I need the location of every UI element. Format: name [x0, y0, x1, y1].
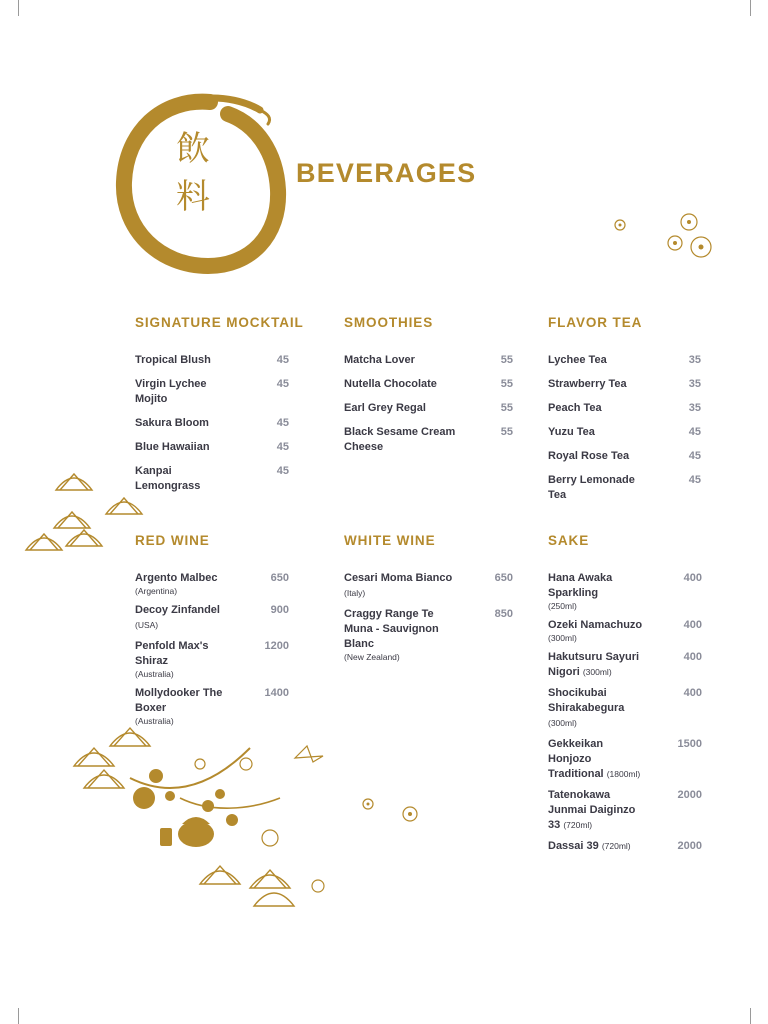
menu-item	[548, 737, 702, 782]
section-title: RED WINE	[135, 533, 210, 548]
menu-item-name	[548, 401, 645, 416]
menu-item-price: 650	[270, 572, 289, 584]
cherry-blossom-pair-icon	[358, 794, 423, 826]
menu-item-name-text: Tropical Blush	[135, 354, 211, 366]
crop-mark	[750, 1008, 751, 1024]
menu-item-name	[548, 377, 645, 392]
menu-item	[548, 353, 701, 368]
menu-item	[135, 440, 289, 455]
cherry-blossom-cluster-icon	[605, 205, 720, 270]
menu-item	[135, 377, 289, 407]
menu-item	[135, 639, 289, 680]
menu-item-volume: (Italy)	[344, 588, 366, 598]
menu-item-name-text: Mollydooker The Boxer	[135, 687, 223, 714]
menu-item-price: 1200	[264, 640, 289, 652]
menu-item-name-text: Shocikubai Shirakabegura	[548, 687, 625, 714]
menu-item-price: 1500	[677, 738, 702, 750]
section-flavor-tea	[548, 315, 701, 503]
menu-item-origin: (250ml)	[548, 601, 577, 611]
menu-item-price: 400	[683, 572, 702, 584]
menu-item	[135, 571, 289, 597]
menu-item-price: 45	[688, 450, 701, 462]
menu-item-price: 35	[688, 402, 701, 414]
crop-mark	[18, 0, 19, 16]
menu-item-name-text: Berry Lemonade Tea	[548, 474, 635, 501]
menu-item-name-text: Cesari Moma Bianco	[344, 572, 453, 584]
menu-item-price: 45	[276, 441, 289, 453]
menu-item	[344, 607, 513, 663]
menu-item-price: 45	[276, 465, 289, 477]
crop-mark	[18, 1008, 19, 1024]
menu-item	[548, 377, 701, 392]
menu-item-name-text: Gekkeikan Honjozo Traditional	[548, 738, 604, 780]
menu-item-name-text: Craggy Range Te Muna - Sauvignon Blanc	[344, 608, 439, 650]
menu-item-name	[548, 650, 646, 680]
menu-item-price: 45	[688, 474, 701, 486]
menu-item-name	[135, 440, 233, 455]
menu-item-name	[548, 425, 645, 440]
menu-item-name	[344, 401, 457, 416]
menu-item	[344, 425, 513, 455]
menu-item-price: 400	[683, 651, 702, 663]
menu-item-name-text: Penfold Max's Shiraz	[135, 640, 209, 667]
menu-item-name	[135, 603, 233, 633]
menu-item-price: 45	[276, 378, 289, 390]
menu-item-name-text: Blue Hawaiian	[135, 441, 210, 453]
menu-item-name-text: Dassai 39	[548, 840, 599, 852]
menu-item-name-text: Lychee Tea	[548, 354, 607, 366]
crop-mark	[750, 0, 751, 16]
menu-item-name	[344, 607, 457, 652]
menu-item-name-text: Kanpai Lemongrass	[135, 465, 201, 492]
menu-item-volume: (300ml)	[582, 667, 612, 677]
menu-item-price: 55	[500, 354, 513, 366]
menu-item	[548, 571, 702, 612]
menu-item-name	[548, 737, 646, 782]
menu-item-origin: (New Zealand)	[344, 652, 400, 662]
menu-item-name-text: Strawberry Tea	[548, 378, 627, 390]
section-smoothies	[344, 315, 513, 455]
section-title: WHITE WINE	[344, 533, 436, 548]
menu-item-price: 900	[270, 604, 289, 616]
menu-item-name-text: Royal Rose Tea	[548, 450, 630, 462]
menu-item	[548, 425, 701, 440]
page-title: BEVERAGES	[296, 158, 477, 188]
menu-item-volume: (720ml)	[601, 841, 631, 851]
section-sake	[548, 533, 702, 854]
pine-cloud-pattern-icon	[22, 462, 162, 562]
menu-item-name	[135, 639, 233, 669]
menu-item-name	[548, 473, 645, 503]
section-title: SIGNATURE MOCKTAIL	[135, 315, 304, 330]
menu-item-name-text: Decoy Zinfandel	[135, 604, 220, 616]
menu-item-name	[135, 571, 233, 586]
menu-item	[548, 686, 702, 731]
menu-item-name-text: Virgin Lychee Mojito	[135, 378, 207, 405]
menu-item-name	[548, 788, 646, 833]
menu-item-name	[548, 686, 646, 731]
menu-item-price: 850	[494, 608, 513, 620]
menu-item	[344, 571, 513, 601]
menu-item-price: 650	[494, 572, 513, 584]
menu-item-price: 2000	[677, 789, 702, 801]
menu-item-name	[135, 416, 233, 431]
menu-item-volume: (300ml)	[548, 718, 577, 728]
menu-item-price: 55	[500, 402, 513, 414]
menu-item-price: 35	[688, 354, 701, 366]
menu-item-price: 2000	[677, 840, 702, 852]
menu-item-name-text: Earl Grey Regal	[344, 402, 426, 414]
menu-item	[135, 353, 289, 368]
menu-item-price: 55	[500, 378, 513, 390]
menu-item-name	[344, 353, 457, 368]
menu-item-origin: (300ml)	[548, 633, 577, 643]
menu-item	[344, 377, 513, 392]
pine-teapot-blossom-illustration-icon	[70, 728, 340, 913]
menu-item	[548, 650, 702, 680]
menu-item-name	[548, 353, 645, 368]
section-red-wine	[135, 533, 289, 727]
section-white-wine	[344, 533, 513, 663]
menu-item-name-text: Hakutsuru Sayuri Nigori	[548, 651, 640, 678]
menu-item-volume: (USA)	[135, 620, 159, 630]
menu-item-name-text: Yuzu Tea	[548, 426, 595, 438]
menu-item	[548, 401, 701, 416]
menu-item-price: 45	[276, 417, 289, 429]
menu-item	[344, 353, 513, 368]
menu-item-origin: (Australia)	[135, 669, 174, 679]
menu-item-name	[548, 839, 646, 854]
menu-item-price: 55	[500, 426, 513, 438]
menu-item-name	[135, 353, 233, 368]
section-title: SMOOTHIES	[344, 315, 434, 330]
menu-item-name-text: Black Sesame Cream Cheese	[344, 426, 456, 453]
menu-item-volume: (1800ml)	[606, 769, 641, 779]
menu-item-name	[135, 377, 233, 407]
menu-item	[135, 603, 289, 633]
menu-item-price: 35	[688, 378, 701, 390]
menu-item	[135, 416, 289, 431]
menu-item	[548, 449, 701, 464]
menu-item	[548, 618, 702, 644]
menu-item	[548, 473, 701, 503]
menu-item-name	[344, 571, 457, 601]
menu-item-price: 45	[688, 426, 701, 438]
menu-item-name	[548, 449, 645, 464]
menu-item-name-text: Tatenokawa Junmai Daiginzo 33	[548, 789, 636, 831]
menu-item-name	[344, 425, 457, 455]
menu-item-name	[135, 686, 233, 716]
menu-item-name-text: Sakura Bloom	[135, 417, 209, 429]
menu-item-name-text: Nutella Chocolate	[344, 378, 437, 390]
menu-item-origin: (Argentina)	[135, 586, 178, 596]
menu-item-price: 1400	[264, 687, 289, 699]
kanji-ingredient: 料	[176, 177, 210, 217]
menu-item-volume: (720ml)	[563, 820, 593, 830]
menu-item-name	[548, 618, 646, 633]
menu-item-name-text: Ozeki Namachuzo	[548, 619, 643, 631]
menu-item-name-text: Peach Tea	[548, 402, 602, 414]
menu-item-origin: (Australia)	[135, 716, 174, 726]
section-title: SAKE	[548, 533, 590, 548]
menu-item	[548, 839, 702, 854]
menu-item-name-text: Hana Awaka Sparkling	[548, 572, 613, 599]
menu-item	[548, 788, 702, 833]
menu-item-name	[344, 377, 457, 392]
section-title: FLAVOR TEA	[548, 315, 643, 330]
menu-item-price: 400	[683, 619, 702, 631]
menu-item-name	[548, 571, 646, 601]
menu-item	[344, 401, 513, 416]
menu-item	[135, 686, 289, 727]
menu-item-price: 45	[276, 354, 289, 366]
menu-item-price: 400	[683, 687, 702, 699]
kanji-drink: 飲	[176, 129, 210, 169]
menu-item-name-text: Argento Malbec	[135, 572, 218, 584]
menu-item-name-text: Matcha Lover	[344, 354, 415, 366]
